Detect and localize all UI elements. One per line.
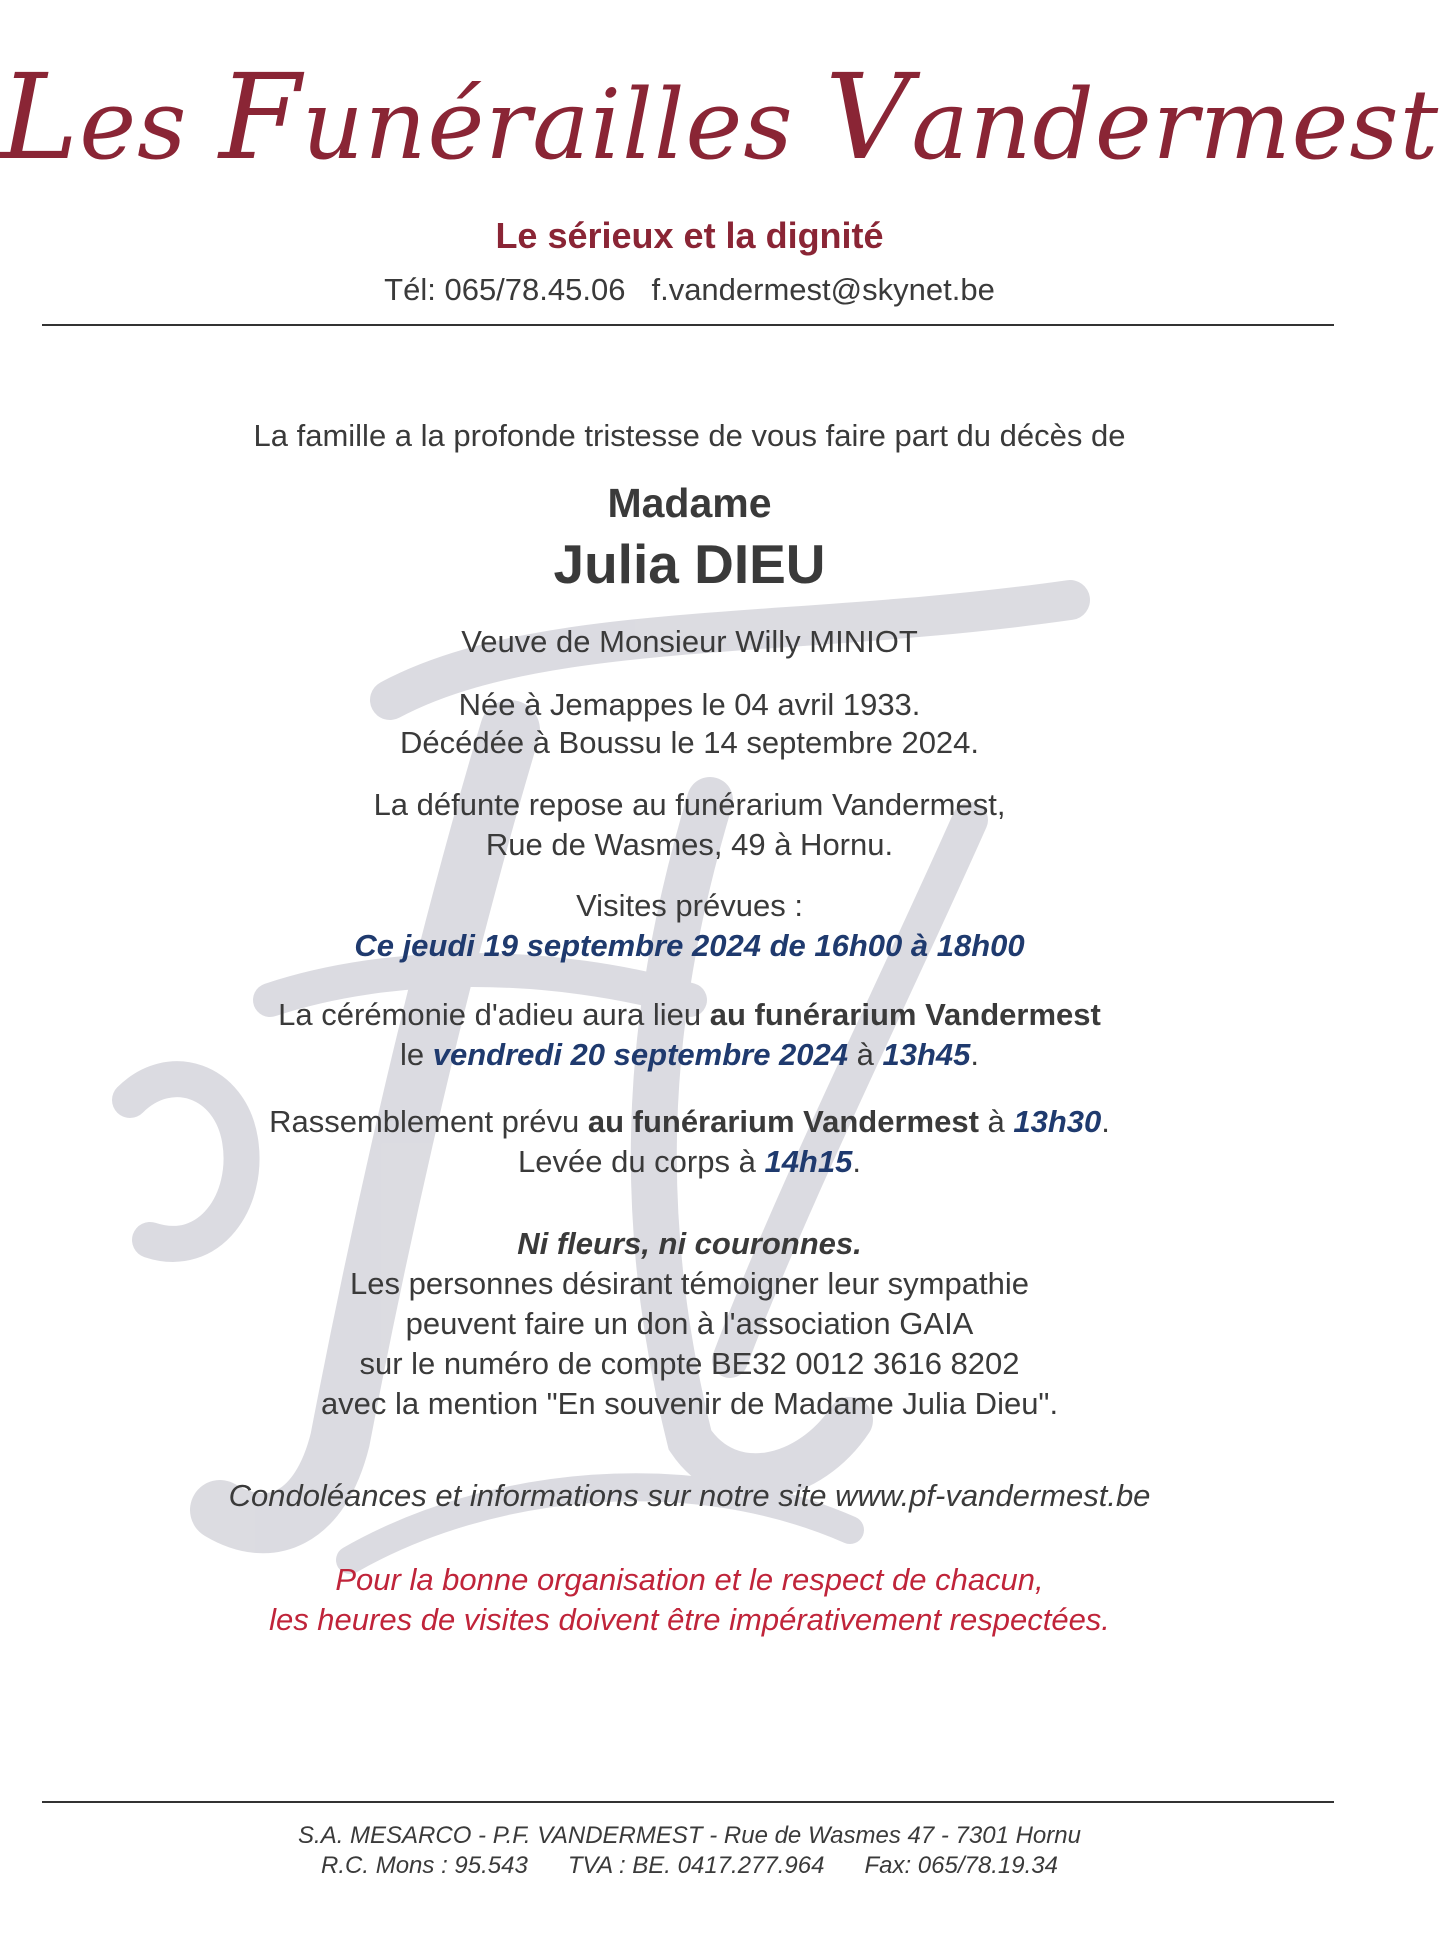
donation-line2: peuvent faire un don à l'association GAIA <box>405 1306 974 1341</box>
widow-of: Veuve de Monsieur Willy MINIOT <box>461 624 918 659</box>
company-tagline: Le sérieux et la dignité <box>495 215 884 256</box>
rest-location-line2: Rue de Wasmes, 49 à Hornu. <box>485 827 894 862</box>
ceremony-line2: le vendredi 20 septembre 2024 à 13h45. <box>399 1037 980 1072</box>
ceremony-line1: La cérémonie d'adieu aura lieu au funérarium Vandermest <box>278 997 1101 1032</box>
visits-date: Ce jeudi 19 septembre 2024 de 16h00 à 18h00 <box>354 928 1025 963</box>
no-flowers-notice: Ni fleurs, ni couronnes. <box>517 1226 862 1261</box>
ceremony-date: vendredi 20 septembre 2024 <box>432 1037 849 1072</box>
gathering-time: 13h30 <box>1013 1104 1102 1139</box>
footer-company-address: S.A. MESARCO - P.F. VANDERMEST - Rue de Wasmes 47 - 7301 Hornu <box>298 1822 1081 1849</box>
footer-tva: TVA : BE. 0417.277.964 <box>567 1852 825 1879</box>
deceased-honorific: Madame <box>607 480 772 526</box>
header-divider <box>42 324 1334 326</box>
gathering-line1: Rassemblement prévu au funérarium Vandermest à 13h30. <box>269 1104 1110 1139</box>
email-address: f.vandermest@skynet.be <box>651 272 995 307</box>
phone-number: Tél: 065/78.45.06 <box>384 272 626 307</box>
footer-registration <box>0 1852 1379 1880</box>
visiting-hours-notice-line2: les heures de visites doivent être impérativement respectées. <box>269 1602 1110 1637</box>
donation-mention: avec la mention "En souvenir de Madame Julia Dieu". <box>320 1386 1059 1421</box>
condolences-website: Condoléances et informations sur notre site www.pf-vandermest.be <box>228 1478 1151 1513</box>
rest-location-line1: La défunte repose au funérarium Vandermest, <box>373 787 1006 822</box>
contact-line <box>0 272 1379 308</box>
visits-label: Visites prévues : <box>576 888 803 923</box>
footer-divider <box>42 1801 1334 1803</box>
footer-fax: Fax: 065/78.19.34 <box>864 1852 1058 1879</box>
birth-info: Née à Jemappes le 04 avril 1933. <box>458 687 921 722</box>
gathering-line2: Levée du corps à 14h15. <box>518 1144 861 1179</box>
body-removal-time: 14h15 <box>764 1144 853 1179</box>
announcement-intro: La famille a la profonde tristesse de vous faire part du décès de <box>253 418 1126 453</box>
company-logo: Les Funérailles Vandermest <box>0 48 1439 186</box>
donation-line1: Les personnes désirant témoigner leur sympathie <box>350 1266 1029 1301</box>
donation-account: sur le numéro de compte BE32 0012 3616 8202 <box>359 1346 1020 1381</box>
visiting-hours-notice-line1: Pour la bonne organisation et le respect de chacun, <box>335 1562 1044 1597</box>
footer-rc: R.C. Mons : 95.543 <box>321 1852 528 1879</box>
ceremony-time: 13h45 <box>882 1037 971 1072</box>
deceased-name: Julia DIEU <box>553 533 826 595</box>
death-info: Décédée à Boussu le 14 septembre 2024. <box>399 725 980 760</box>
